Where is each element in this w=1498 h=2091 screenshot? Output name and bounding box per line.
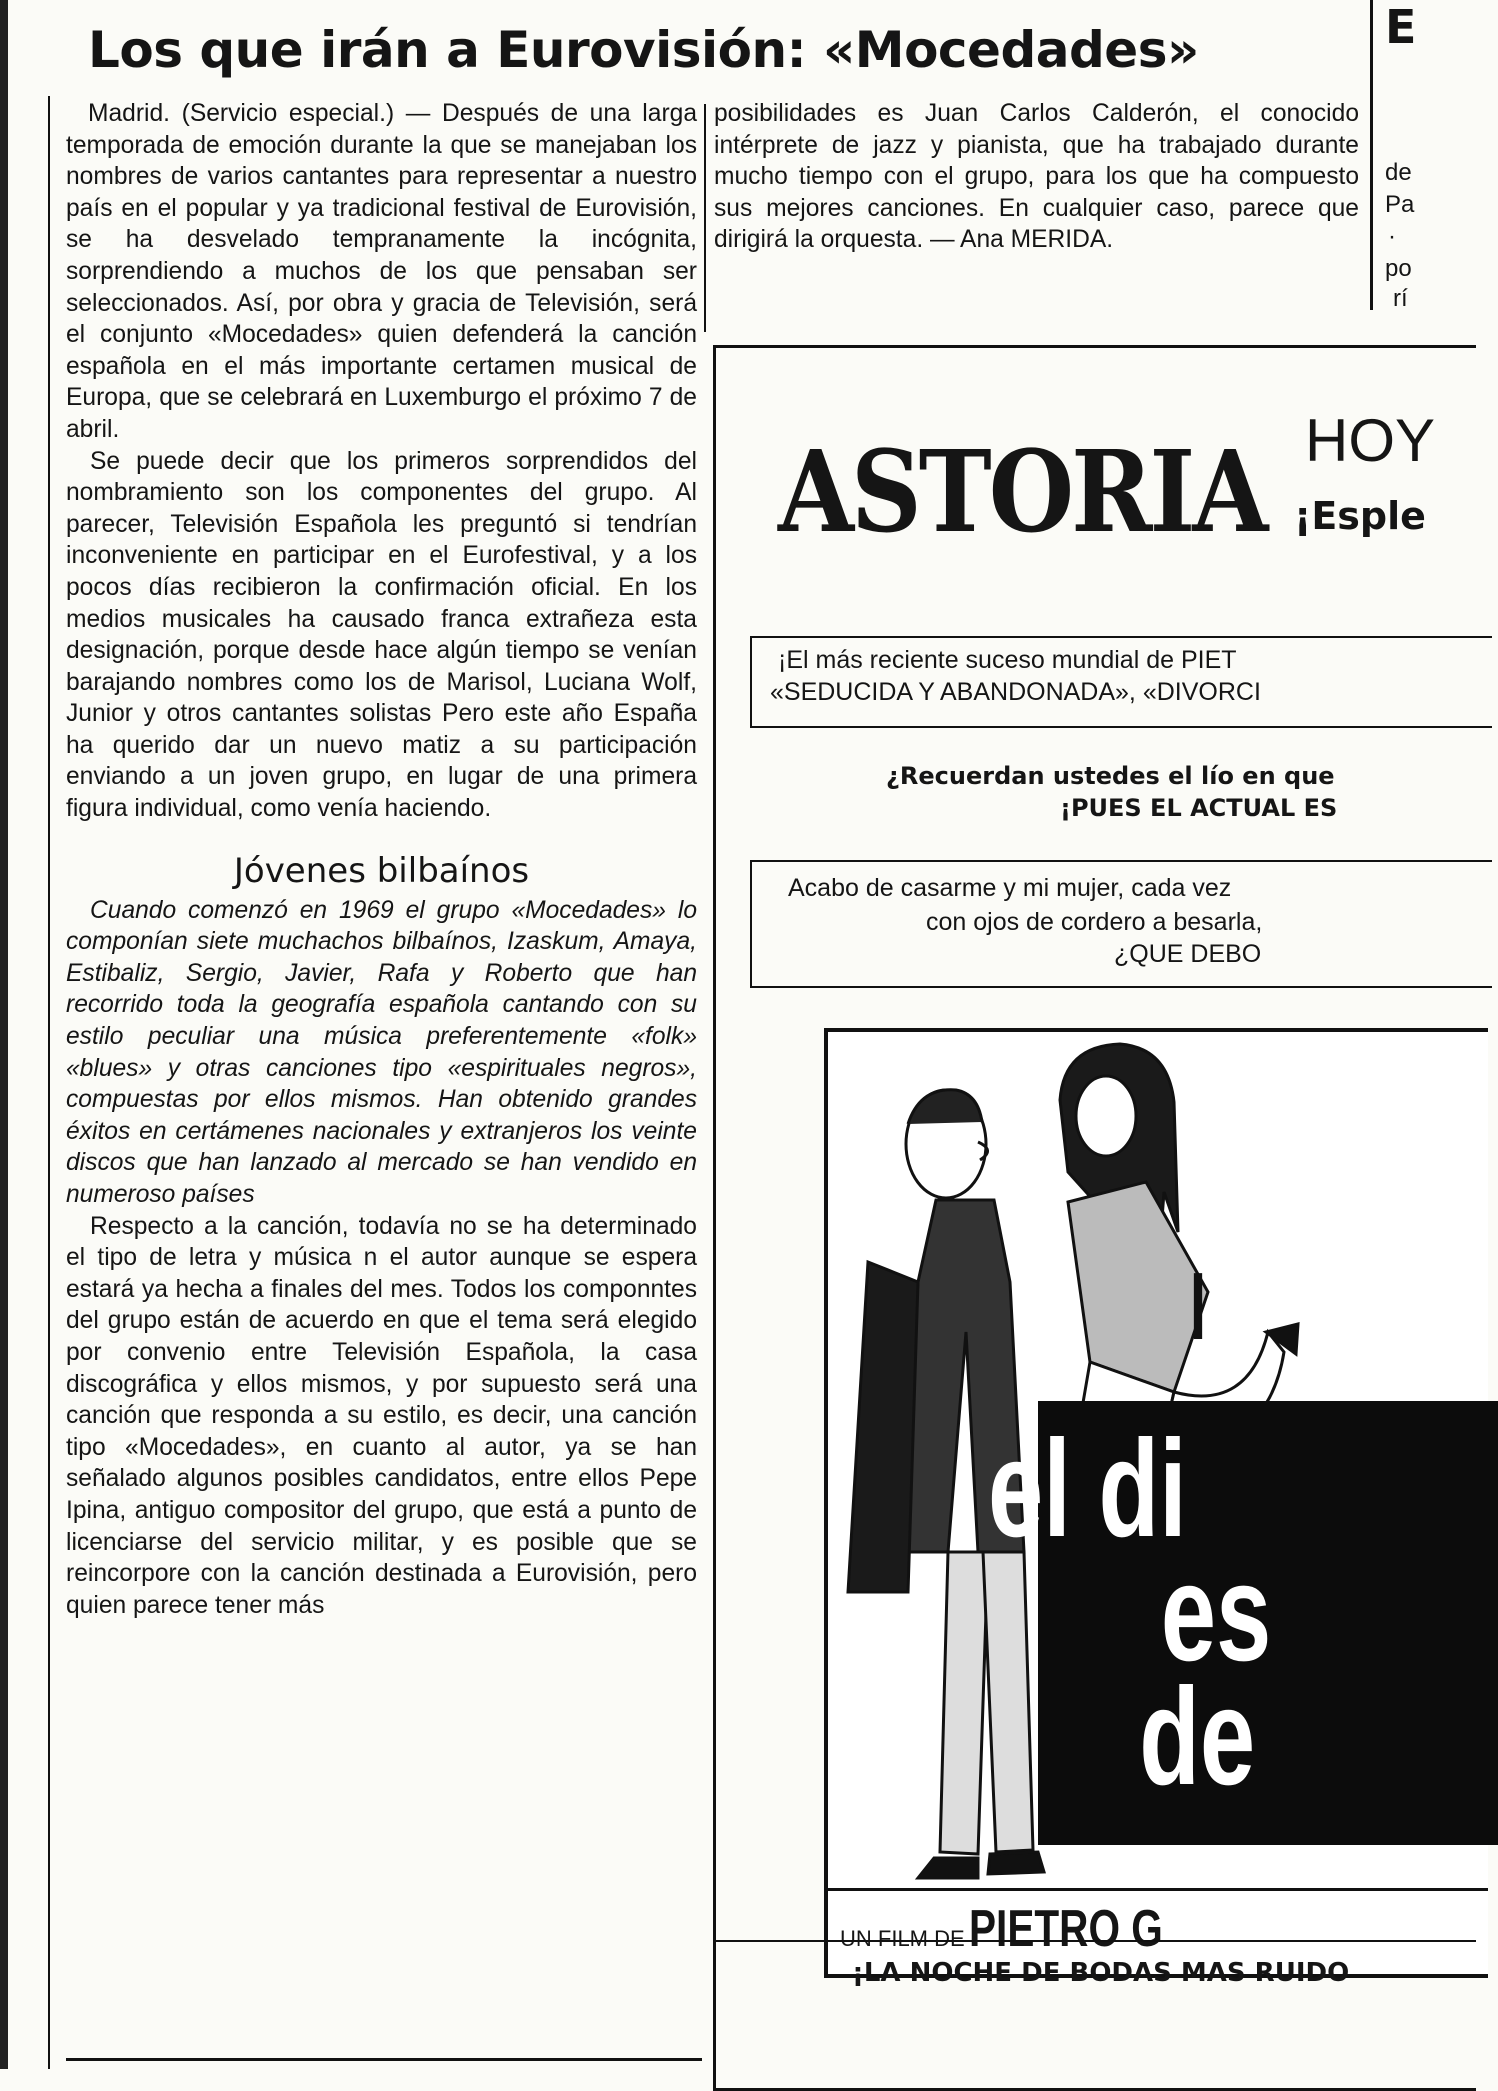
column-rule-left <box>48 96 50 2069</box>
headline: Los que irán a Eurovisión: «Mocedades» <box>88 21 1199 79</box>
edge-title-letter: E <box>1385 0 1417 54</box>
ad-mid-line: ¿Recuerdan ustedes el lío en que <box>886 762 1335 790</box>
edge-line: Pa <box>1385 191 1415 218</box>
ad-box-1-line: ¡El más reciente suceso mundial de PIET <box>778 646 1237 674</box>
article-paragraph: Respecto a la canción, todavía no se ha determinado el tipo de letra y música n el autor aunque se espera estará ya hecha a finales del mes. Todos los componntes del grupo están de acuerdo en que el tema será elegido por convenio entre Televisión Española, la casa discográfica y ellos mismos, y por supuesto será una canción que responda a su estilo, es decir, una canción tipo «Mocedades», en cuanto al autor, ya se han señalado algunos posibles candidatos, entre ellos Pepe Ipina, antiguo compositor del grupo, que está a punto de licenciarse del servicio militar, y es posible que se reincorpore con la canción destinada a Eurovisión, pero quien parece tener más <box>66 1212 697 1619</box>
film-credit-small: UN FILM DE <box>840 1926 965 1951</box>
ad-mid-line: ¡PUES EL ACTUAL ES <box>1060 794 1338 822</box>
column-rule-mid <box>704 104 706 332</box>
article-subheading: Jóvenes bilbaínos <box>233 850 530 891</box>
bottom-rule <box>66 2058 702 2061</box>
film-title-line: de <box>1139 1660 1256 1814</box>
poster-initial: I <box>1190 1253 1207 1360</box>
edge-line: po <box>1385 255 1412 282</box>
ad-bottom-text: ¡LA NOCHE DE BODAS MAS RUIDO <box>852 1958 1350 1988</box>
edge-line: rí <box>1393 285 1408 312</box>
article-paragraph: Madrid. (Servicio especial.) — Después de una larga temporada de emoción durante la que se manejaban los nombres de varios cantantes para representar a nuestro país en el popular y ya tradicional festival de Eurovisión, se ha desvelado tempranamente la incógnita, sorprendiendo a muchos de los que pensaban ser seleccionados. Así, por obra y gracia de Televisión, será el conjunto «Mocedades» quien defenderá la canción española en el más importante certamen musical de Europa, que se celebrará en Luxemburgo el próximo 7 de abril. <box>66 100 697 443</box>
film-title-line: es <box>1160 1536 1272 1690</box>
ad-box-2-line: con ojos de cordero a besarla, <box>926 908 1263 936</box>
astoria-logo: ASTORIA <box>778 426 1266 559</box>
column-rule-right <box>1370 0 1373 310</box>
article-paragraph: Se puede decir que los primeros sorprendidos del nombramiento son los componentes del grupo. Al parecer, Televisión Española les preguntó si tendrían inconveniente en participar en el Eurofestival, y a los pocos días recibieron la confirmación oficial. En los medios musicales ha causado franca extrañeza esta designación, porque desde hace algún tiempo se venían barajando nombres como los de Marisol, Luciana Wolf, Junior y otros cantantes solistas Pero este año España ha querido dar un nuevo matiz a su participación enviando a un joven grupo, en lugar de una primera figura individual, como venía haciendo. <box>66 447 697 823</box>
article-column-1 <box>66 98 697 1621</box>
edge-line: de <box>1385 159 1412 186</box>
ad-hoy: HOY <box>1305 407 1436 474</box>
article-column-2 <box>714 98 1359 256</box>
film-credit-director: PIETRO G <box>969 1900 1163 1958</box>
ad-box-2-line: Acabo de casarme y mi mujer, cada vez <box>788 874 1232 902</box>
ad-box-1-line: «SEDUCIDA Y ABANDONADA», «DIVORCI <box>770 678 1261 706</box>
ad-bottom-banner <box>716 1940 1476 1998</box>
left-margin-rule <box>0 0 8 2069</box>
film-poster <box>824 1028 1488 1978</box>
ad-esple: ¡Esple <box>1294 494 1426 538</box>
astoria-advertisement <box>713 345 1476 2091</box>
film-title-line: el di <box>988 1412 1187 1566</box>
article-paragraph: Cuando comenzó en 1969 el grupo «Mocedades» lo componían siete muchachos bilbaínos, Izaskum, Amaya, Estibaliz, Sergio, Javier, Rafa y Roberto que han recorrido toda la geografía española cantando con su estilo peculiar una música preferentemente «folk» «blues» y otras canciones tipo «espirituales negros», compuestas por ellos mismos. Han obtenido grandes éxitos en certámenes nacionales y extranjeros los veinte discos que han lanzado al mercado se han vendido en numeroso países <box>66 896 697 1208</box>
edge-line: · <box>1388 223 1396 250</box>
film-title <box>988 1412 1272 1814</box>
ad-box-2-line: ¿QUE DEBO <box>1114 940 1262 968</box>
article-paragraph: posibilidades es Juan Carlos Calderón, el conocido intérprete de jazz y pianista, que ha trabajado durante mucho tiempo con el grupo, para los que ha compuesto sus mejores canciones. En cualquier caso, parece que dirigirá la orquesta. — Ana MERIDA. <box>714 100 1359 254</box>
